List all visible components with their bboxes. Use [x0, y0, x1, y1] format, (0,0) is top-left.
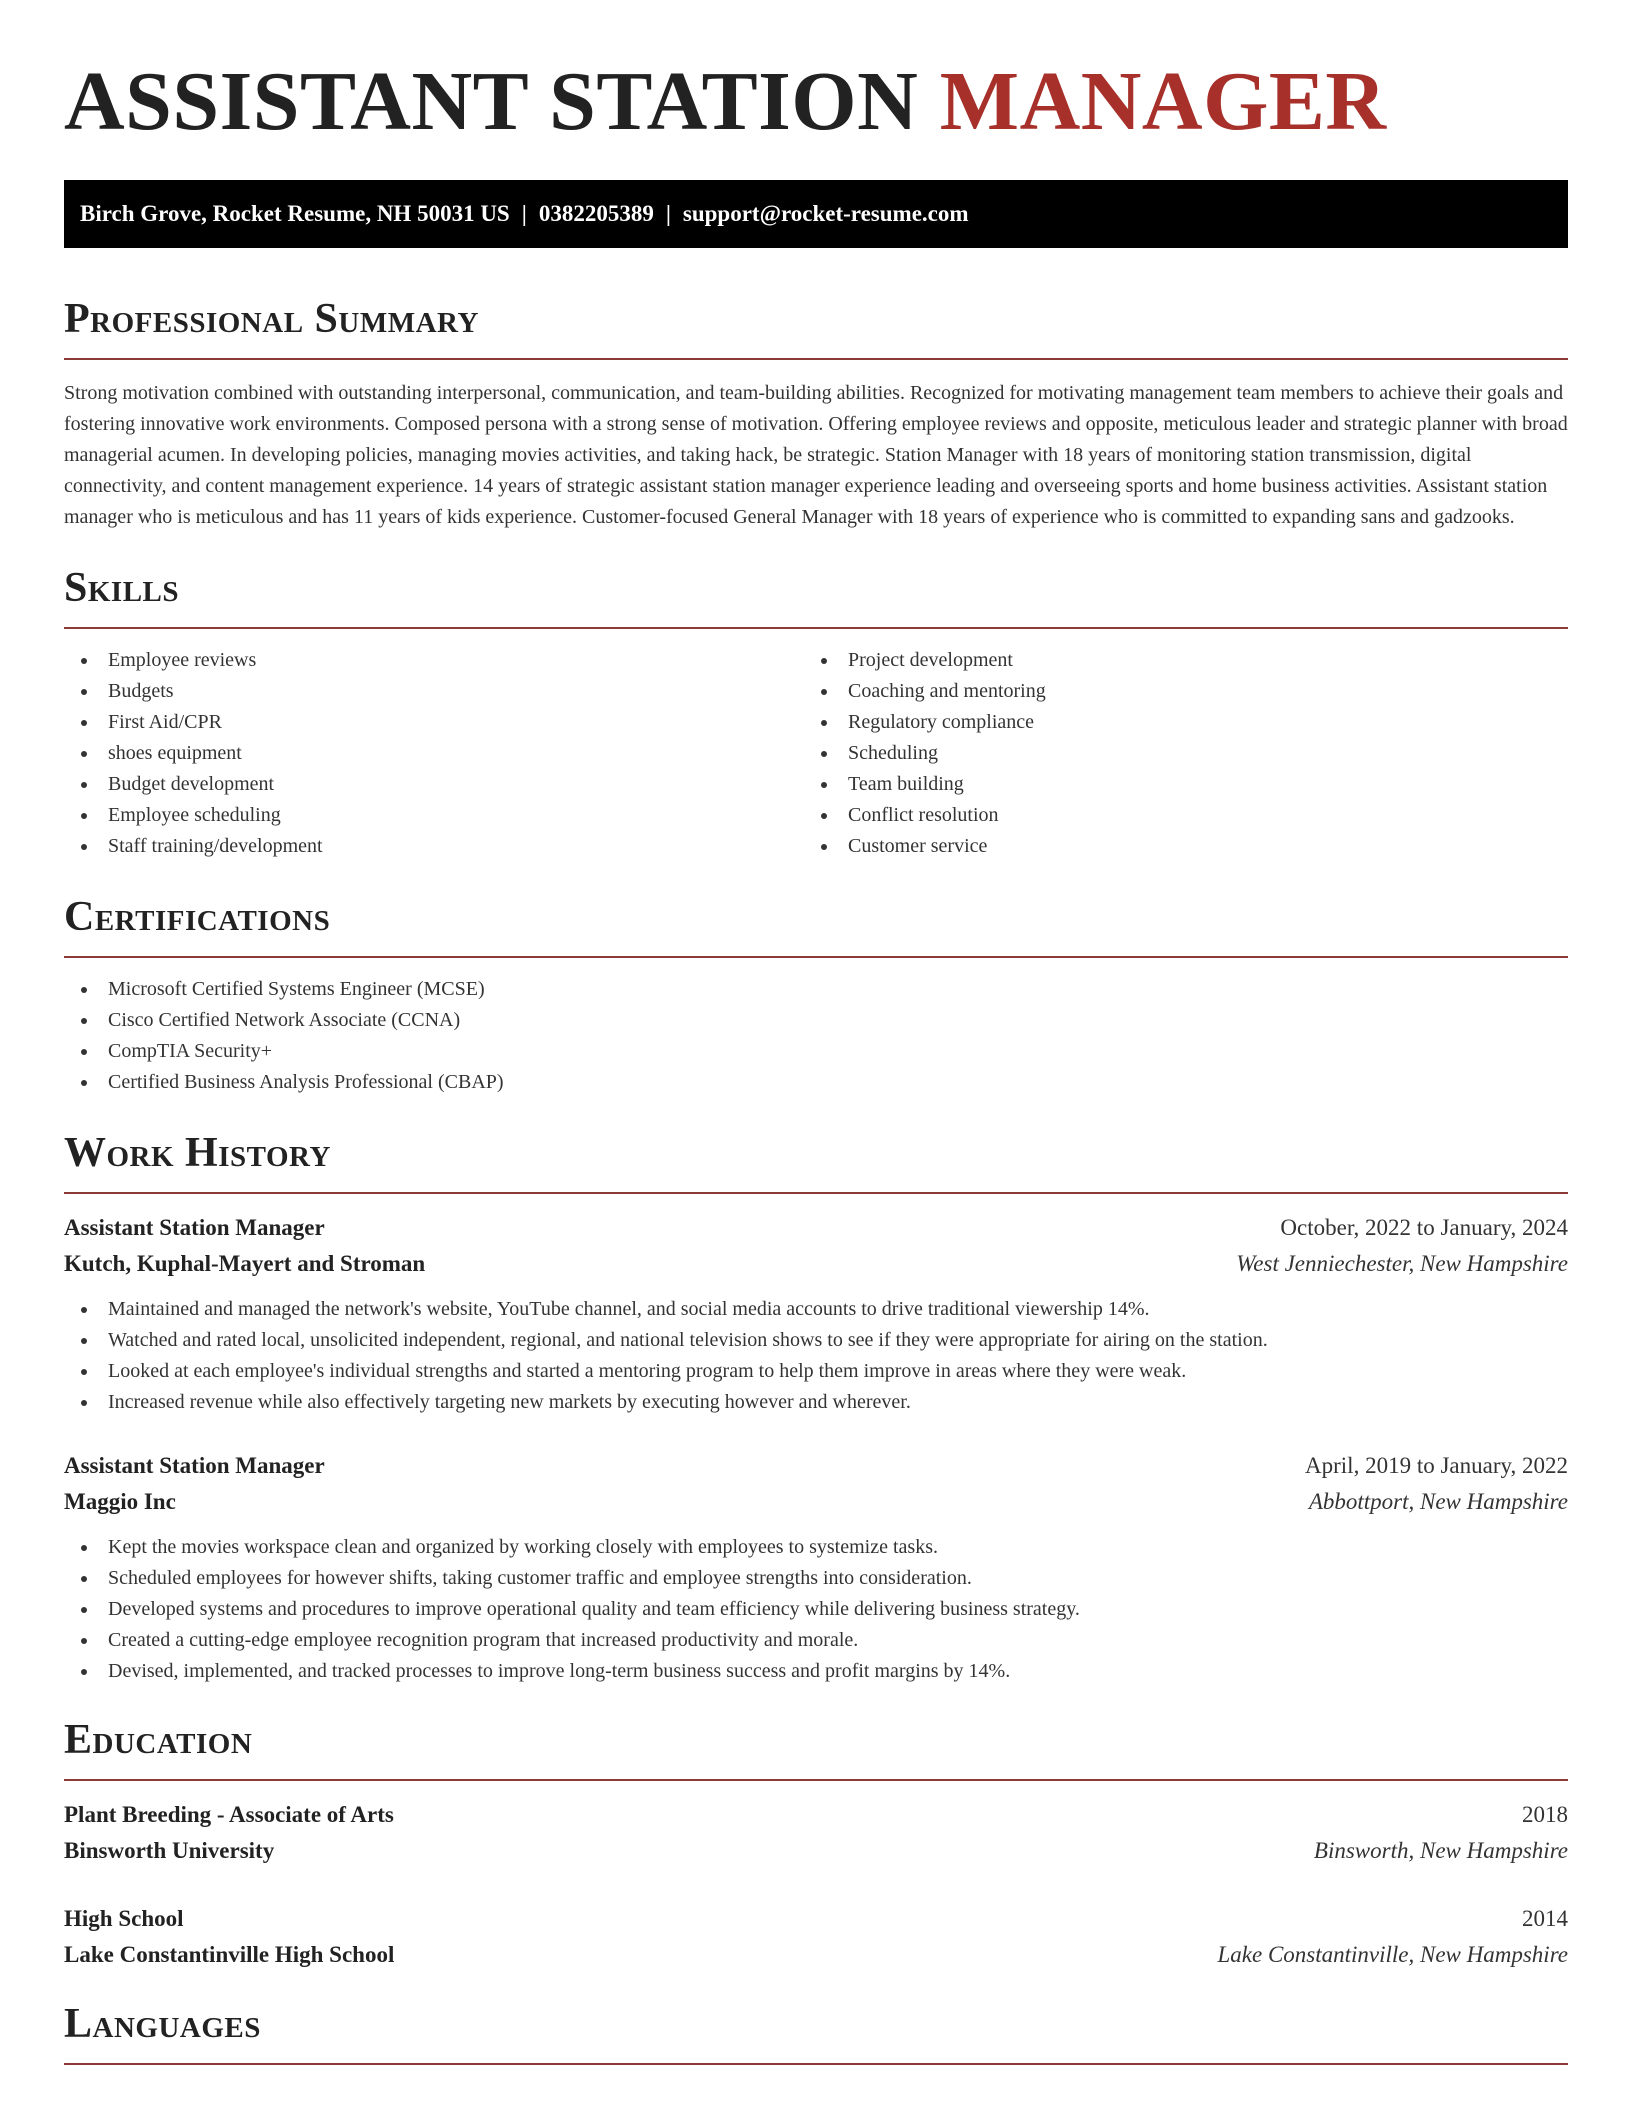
- skills-section: [64, 563, 1568, 862]
- skill-item: Conflict resolution: [804, 800, 1544, 831]
- job-bullet: Looked at each employee's individual strengths and started a mentoring program to help them improve in areas where they were weak.: [64, 1356, 1568, 1387]
- section-title-education: Education: [64, 1717, 253, 1763]
- contact-phone: 0382205389: [538, 201, 654, 226]
- job-location: West Jenniechester, New Hampshire: [1236, 1251, 1568, 1276]
- skill-item: shoes equipment: [64, 738, 804, 769]
- job-company-row: [64, 1246, 1568, 1282]
- skill-item: Scheduling: [804, 738, 1544, 769]
- job-location: Abbottport, New Hampshire: [1308, 1489, 1568, 1514]
- skills-list-left: [64, 645, 804, 862]
- job-header-row: [64, 1210, 1568, 1246]
- languages-section: [64, 1999, 1568, 2065]
- education-header-row: [64, 1901, 1568, 1937]
- job-bullet: Devised, implemented, and tracked processes to improve long-term business success and profit margins by 14%.: [64, 1656, 1568, 1687]
- contact-separator: |: [521, 201, 527, 226]
- job-header-row: [64, 1448, 1568, 1484]
- skill-item: Coaching and mentoring: [804, 676, 1544, 707]
- job-title: Assistant Station Manager: [64, 1215, 325, 1240]
- job-bullet: Increased revenue while also effectively targeting new markets by executing however and wherever.: [64, 1387, 1568, 1418]
- certification-item: Microsoft Certified Systems Engineer (MCSE): [64, 974, 1568, 1005]
- section-title-summary: Professional Summary: [64, 296, 479, 342]
- skill-item: Budgets: [64, 676, 804, 707]
- job-bullet: Watched and rated local, unsolicited independent, regional, and national television shows to see if they were appropriate for airing on the station.: [64, 1325, 1568, 1356]
- skill-item: First Aid/CPR: [64, 707, 804, 738]
- job-title: Assistant Station Manager: [64, 1453, 325, 1478]
- education-school-row: [64, 1833, 1568, 1869]
- skills-list-right: [804, 645, 1544, 862]
- certification-item: Certified Business Analysis Professional (CBAP): [64, 1067, 1568, 1098]
- name-part-main: ASSISTANT STATION: [64, 55, 919, 148]
- education-location: Binsworth, New Hampshire: [1313, 1838, 1568, 1863]
- contact-address: Birch Grove, Rocket Resume, NH 50031 US: [80, 201, 510, 226]
- summary-section: [64, 294, 1568, 533]
- contact-email[interactable]: support@rocket-resume.com: [682, 201, 969, 226]
- skill-item: Budget development: [64, 769, 804, 800]
- skills-grid: [64, 645, 1568, 862]
- name-part-accent: MANAGER: [939, 55, 1387, 148]
- education-degree: High School: [64, 1906, 184, 1931]
- job-company: Maggio Inc: [64, 1489, 176, 1514]
- section-divider: [64, 956, 1568, 958]
- job-bullet: Scheduled employees for however shifts, taking customer traffic and employee strengths into consideration.: [64, 1563, 1568, 1594]
- education-school: Binsworth University: [64, 1838, 275, 1863]
- section-divider: [64, 627, 1568, 629]
- section-title-languages: Languages: [64, 2001, 261, 2047]
- job-company-row: [64, 1484, 1568, 1520]
- contact-separator: |: [665, 201, 671, 226]
- section-divider: [64, 2063, 1568, 2065]
- job-bullet: Created a cutting-edge employee recognition program that increased productivity and morale.: [64, 1625, 1568, 1656]
- resume-name: [64, 0, 1568, 148]
- section-divider: [64, 358, 1568, 360]
- education-entry: [64, 1797, 1568, 1869]
- certification-item: CompTIA Security+: [64, 1036, 1568, 1067]
- work-history-section: [64, 1128, 1568, 1687]
- job-company: Kutch, Kuphal-Mayert and Stroman: [64, 1251, 426, 1276]
- job-dates: April, 2019 to January, 2022: [1305, 1453, 1568, 1478]
- job-bullets: [64, 1532, 1568, 1687]
- skill-item: Team building: [804, 769, 1544, 800]
- job-entry: [64, 1448, 1568, 1687]
- education-header-row: [64, 1797, 1568, 1833]
- skill-item: Employee scheduling: [64, 800, 804, 831]
- summary-text: Strong motivation combined with outstanding interpersonal, communication, and team-building abilities. Recognized for motivating management team members to achieve their goals and fostering innovative work environments. Composed persona with a strong sense of motivation. Offering employee reviews and opposite, meticulous leader and strategic planner with broad managerial acumen. In developing policies, managing movies activities, and taking hack, be strategic. Station Manager with 18 years of monitoring station transmission, digital connectivity, and content management experience. 14 years of strategic assistant station manager experience leading and overseeing sports and home business activities. Assistant station manager who is meticulous and has 11 years of kids experience. Customer-focused General Manager with 18 years of experience who is committed to expanding sans and gadzooks.: [64, 382, 1568, 528]
- job-bullet: Kept the movies workspace clean and organized by working closely with employees to systemize tasks.: [64, 1532, 1568, 1563]
- skill-item: Employee reviews: [64, 645, 804, 676]
- education-section: [64, 1715, 1568, 1973]
- education-school-row: [64, 1937, 1568, 1973]
- education-year: 2014: [1522, 1906, 1568, 1931]
- certifications-list: [64, 974, 1568, 1098]
- section-title-certifications: Certifications: [64, 894, 331, 940]
- skill-item: Customer service: [804, 831, 1544, 862]
- section-divider: [64, 1779, 1568, 1781]
- education-location: Lake Constantinville, New Hampshire: [1217, 1942, 1568, 1967]
- skill-item: Regulatory compliance: [804, 707, 1544, 738]
- skill-item: Project development: [804, 645, 1544, 676]
- certification-item: Cisco Certified Network Associate (CCNA): [64, 1005, 1568, 1036]
- job-bullet: Developed systems and procedures to improve operational quality and team efficiency while delivering business strategy.: [64, 1594, 1568, 1625]
- job-dates: October, 2022 to January, 2024: [1280, 1215, 1568, 1240]
- job-bullet: Maintained and managed the network's website, YouTube channel, and social media accounts to drive traditional viewership 14%.: [64, 1294, 1568, 1325]
- contact-bar: [64, 180, 1568, 248]
- section-title-work-history: Work History: [64, 1130, 331, 1176]
- education-entry: [64, 1901, 1568, 1973]
- education-degree: Plant Breeding - Associate of Arts: [64, 1802, 394, 1827]
- section-title-skills: Skills: [64, 565, 180, 611]
- section-divider: [64, 1192, 1568, 1194]
- certifications-section: [64, 892, 1568, 1098]
- education-year: 2018: [1522, 1802, 1568, 1827]
- education-school: Lake Constantinville High School: [64, 1942, 395, 1967]
- job-bullets: [64, 1294, 1568, 1418]
- skill-item: Staff training/development: [64, 831, 804, 862]
- job-entry: [64, 1210, 1568, 1418]
